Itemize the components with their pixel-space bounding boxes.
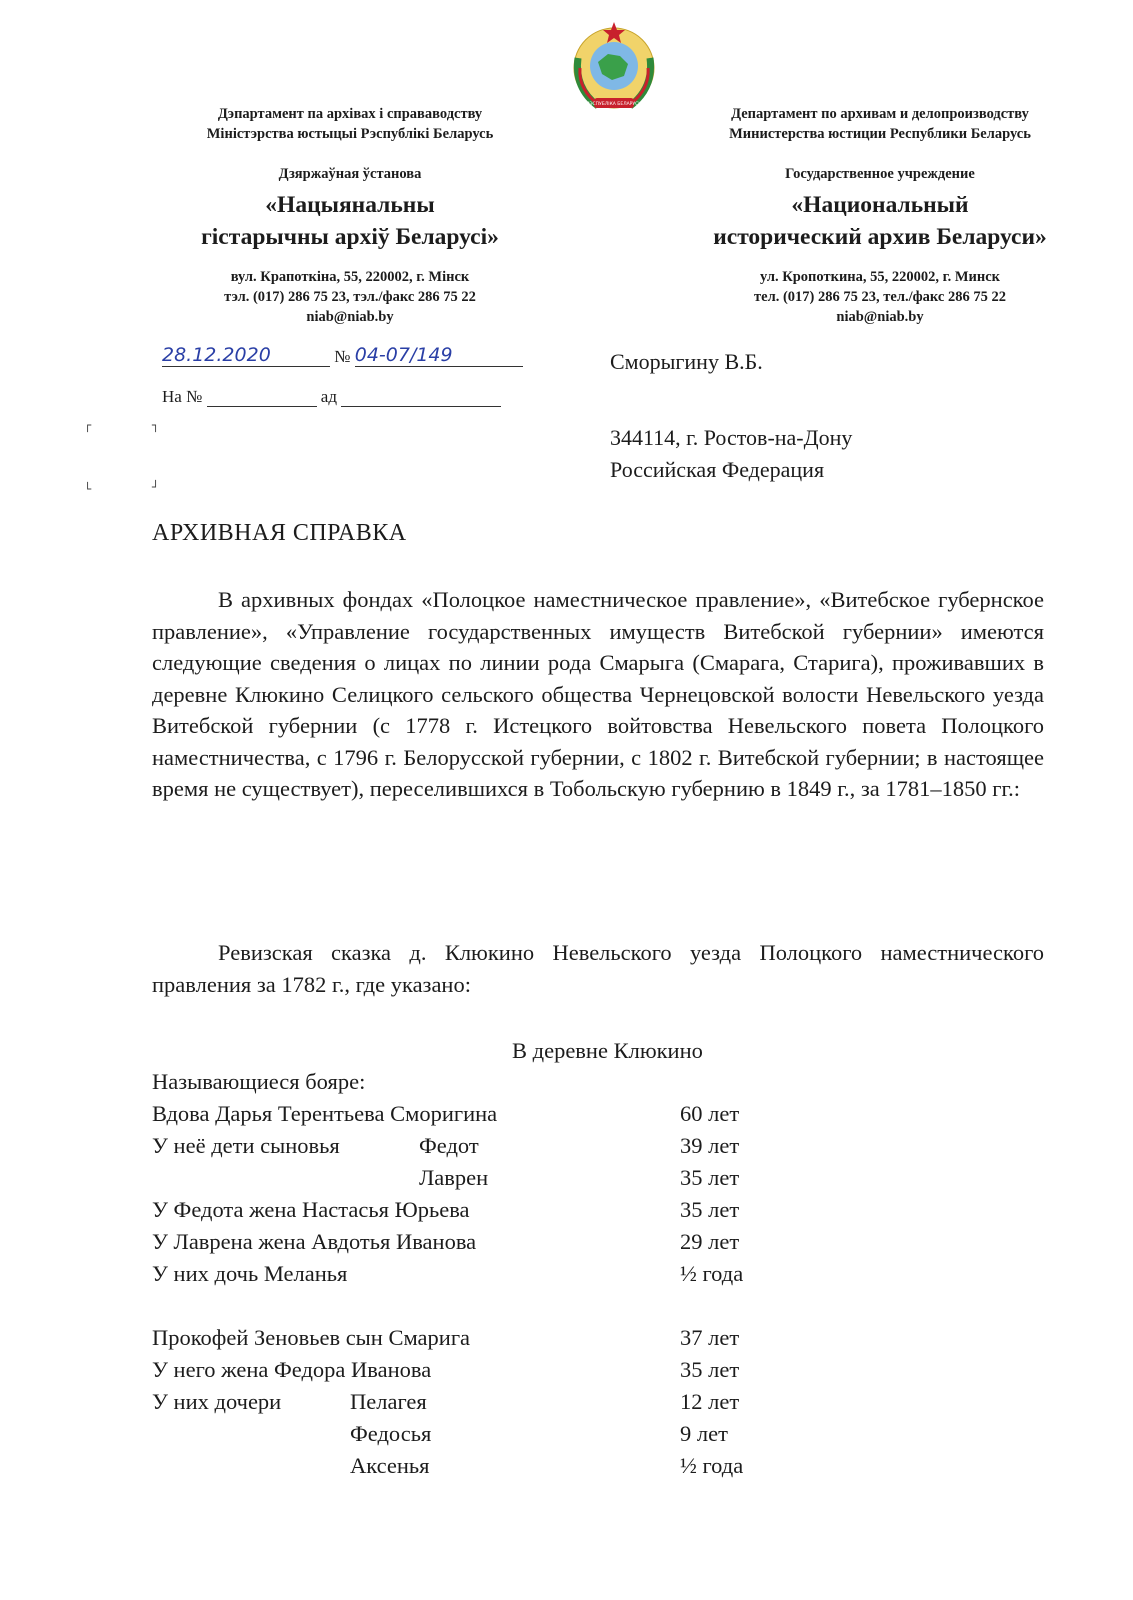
person-name: У Лаврена жена Авдотья Иванова [152, 1229, 477, 1254]
department-line: Дэпартамент па архівах і справаводству [217, 106, 483, 122]
address-line: ул. Кропоткина, 55, 220002, г. Минск [759, 269, 1001, 285]
person-age: 60 лет [680, 1101, 740, 1126]
person-age: ½ года [680, 1261, 744, 1286]
person-name: У него жена Федора Иванова [152, 1357, 432, 1382]
person-age: 29 лет [680, 1229, 740, 1254]
header-right [660, 104, 1100, 327]
body-paragraph [152, 584, 1044, 805]
list-item [152, 1130, 812, 1162]
list-item [152, 1194, 812, 1226]
header-left [150, 104, 550, 327]
department-line: Міністэрства юстыцыі Рэспублікі Беларусь [206, 126, 494, 142]
group-label: Называющиеся бояре: [152, 1069, 366, 1094]
census-list [152, 1066, 812, 1482]
phone-line: тэл. (017) 286 75 23, тэл./факс 286 75 22 [224, 289, 476, 305]
handwritten-number: 04-07/149 [354, 344, 453, 366]
list-item [152, 1354, 812, 1386]
person-age: 12 лет [680, 1389, 740, 1414]
address-line: вул. Крапоткіна, 55, 220002, г. Мінск [230, 269, 470, 285]
registration-reference [162, 386, 532, 407]
child-name: Аксенья [350, 1453, 430, 1478]
person-age: 39 лет [680, 1133, 740, 1158]
recipient-country: Российская Федерация [610, 457, 825, 482]
list-item [152, 1386, 812, 1418]
institution-name-line: исторический архив Беларуси» [713, 224, 1047, 250]
list-item [152, 1162, 812, 1194]
email-line: niab@niab.by [306, 309, 394, 325]
list-item [152, 1418, 812, 1450]
paragraph-text: В архивных фондах «Полоцкое наместническое правление», «Витебское губернское правление», «Управление государственных имуществ Витебской губернии» имеются следующие сведения о лицах по линии рода Смарыга (Смарага, Старига), проживавших в деревне Клюкино Селицкого сельского общества Чернецовской волости Невельского уезда Витебской губернии (с 1778 г. Истецкого войтовства Невельского повета Полоцкого наместничества, с 1796 г. Белорусской губернии, с 1802 г. Витебской губернии; в настоящее время не существует), переселившихся в Тобольскую губернию в 1849 г., за 1781–1850 гг.: [152, 587, 1044, 801]
person-name: У неё дети сыновья [152, 1133, 340, 1158]
state-emblem [568, 18, 660, 118]
registration-date-number [162, 344, 532, 367]
recipient-name: Сморыгину В.Б. [610, 349, 763, 374]
department-line: Министерства юстиции Республики Беларусь [729, 126, 1031, 142]
person-age: ½ года [680, 1453, 744, 1478]
ref-label: На № [162, 387, 203, 406]
institution-name-line: «Нацыянальны [265, 192, 435, 218]
handwritten-date: 28.12.2020 [162, 344, 271, 366]
list-item [152, 1098, 812, 1130]
paragraph-text: Ревизская сказка д. Клюкино Невельского уезда Полоцкого наместнического правления за 1782 г., где указано: [152, 940, 1044, 997]
corner-mark-bottom-left: └ [84, 482, 92, 496]
phone-line: тел. (017) 286 75 23, тел./факс 286 75 22 [754, 289, 1006, 305]
institution-type: Государственное учреждение [785, 166, 975, 182]
person-name: У Федота жена Настасья Юрьева [152, 1197, 470, 1222]
person-name: У них дочь Меланья [152, 1261, 348, 1286]
corner-mark-top-right: ┐ [152, 418, 160, 432]
institution-type: Дзяржаўная ўстанова [278, 166, 422, 182]
institution-name-line: гістарычны архіў Беларусі» [201, 224, 499, 250]
document-title: АРХИВНАЯ СПРАВКА [152, 520, 407, 546]
recipient-address-line: 344114, г. Ростов-на-Дону [610, 425, 853, 450]
child-name: Лаврен [419, 1165, 489, 1190]
email-line: niab@niab.by [836, 309, 924, 325]
corner-mark-bottom-right: ┘ [152, 480, 160, 494]
from-label: ад [320, 387, 337, 406]
number-label: № [334, 347, 351, 366]
person-name: Прокофей Зеновьев сын Смарига [152, 1325, 471, 1350]
body-paragraph [152, 937, 1044, 1000]
child-name: Пелагея [350, 1389, 427, 1414]
child-name: Федот [419, 1133, 479, 1158]
person-age: 35 лет [680, 1165, 740, 1190]
emblem-ribbon-text: РЭСПУБЛІКА БЕЛАРУСЬ [586, 102, 642, 107]
list-item [152, 1258, 812, 1290]
department-line: Департамент по архивам и делопроизводству [731, 106, 1029, 122]
list-item [152, 1450, 812, 1482]
person-name: У них дочери [152, 1389, 282, 1414]
person-age: 37 лет [680, 1325, 740, 1350]
person-age: 35 лет [680, 1197, 740, 1222]
person-age: 35 лет [680, 1357, 740, 1382]
village-heading: В деревне Клюкино [512, 1038, 703, 1063]
list-item [152, 1226, 812, 1258]
corner-mark-top-left: ┌ [84, 418, 92, 432]
person-name: Вдова Дарья Терентьева Сморигина [152, 1101, 498, 1126]
child-name: Федосья [350, 1421, 432, 1446]
list-item [152, 1322, 812, 1354]
institution-name-line: «Национальный [791, 192, 969, 218]
person-age: 9 лет [680, 1421, 728, 1446]
